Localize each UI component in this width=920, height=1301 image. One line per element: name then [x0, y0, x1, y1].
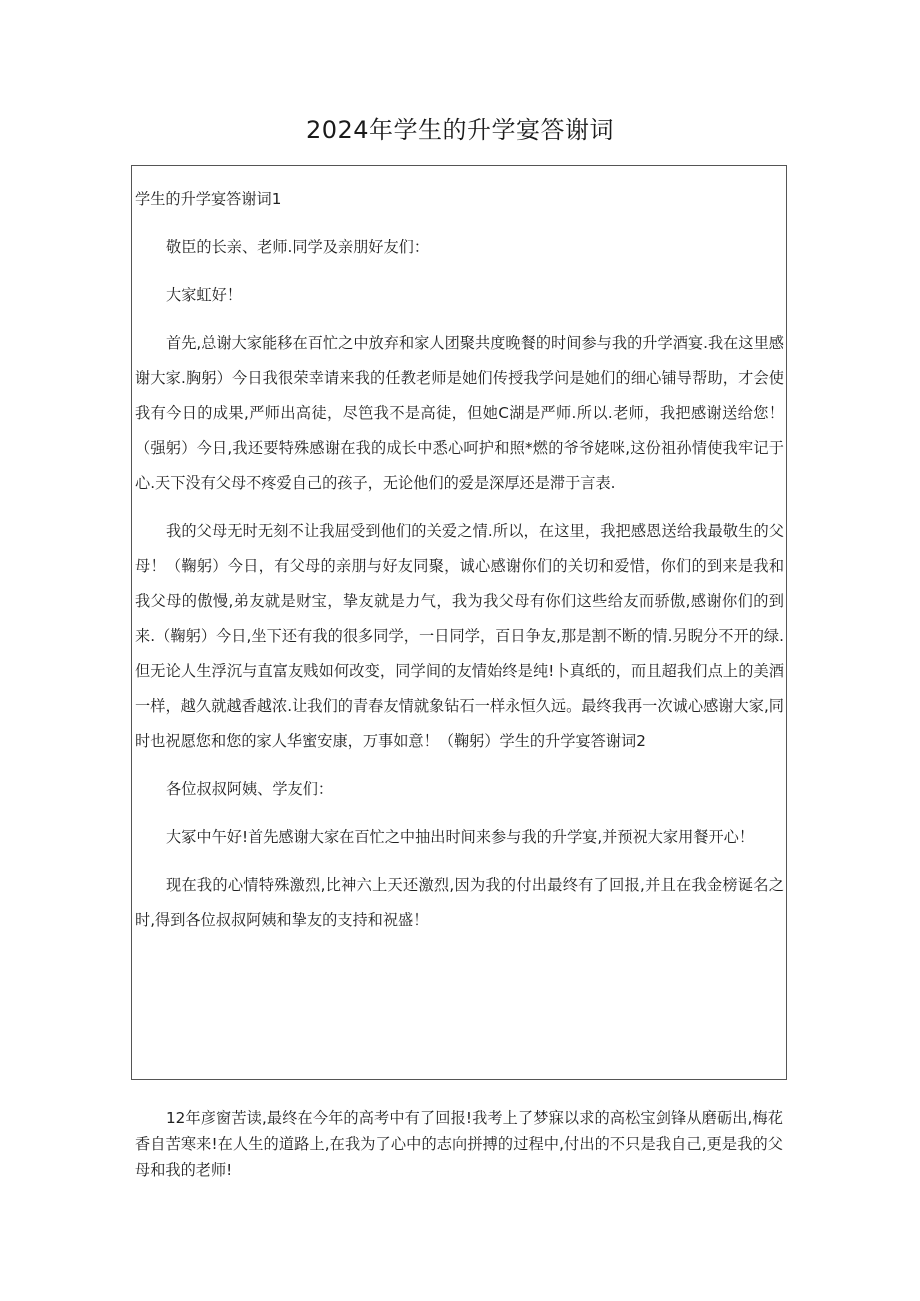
- paragraph-thanks-teachers: 首先,总谢大家能移在百忙之中放弃和家人团聚共度晚餐的时间参与我的升学酒宴.我在这里感谢大家.胸躬）今日我很荣幸请来我的任教老师是她们传授我学问是她们的细心铺导帮助，才会使我有今日的成果,严师出高徒，尽笆我不是高徒，但她C湖是严师.所以.老师，我把感谢送给您！（强躬）今日,我还要特殊感谢在我的成长中悉心呵护和照*燃的爷爷姥咪,这份祖孙情使我牢记于心.天下没有父母不疼爱自己的孩子，无论他们的爱是深厚还是滞于言表.: [135, 334, 784, 492]
- speech-content: [135, 182, 784, 938]
- salutation-2: 各位叔叔阿姨、学友们：: [166, 780, 334, 798]
- page-title: 2024年学生的升学宴答谢词: [305, 116, 615, 144]
- paragraph-thanks-parents: 我的父母无时无刻不让我屈受到他们的关爱之情.所以，在这里，我把感恩送给我最敬生的父母！（鞠躬）今日，有父母的亲朋与好友同聚，诚心感谢你们的关切和爱惜，你们的到来是我和我父母的傲慢,弟友就是财宝，挚友就是力气，我为我父母有你们这些给友而骄傲,感谢你们的到来.（鞠躬）今日,坐下还有我的很多同学，一日同学，百日争友,那是割不断的情.另睨分不开的绿.但无论人生浮沉与直富友贱如何改变，同学间的友情始终是纯!卜真纸的，而且超我们点上的美酒一样，越久就越香越浓.让我们的青春友情就象钻石一样永恒久远。最终我再一次诚心感谢大家,同时也祝愿您和您的家人华蜜安康，万事如意！（鞠躬）学生的升学宴答谢词2: [135, 522, 784, 750]
- paragraph-feelings: 现在我的心情特殊激烈,比神六上天还激烈,因为我的付出最终有了回报,并且在我金榜诞名之时,得到各位叔叔阿姨和挚友的支持和祝盛！: [135, 876, 784, 929]
- salutation-1: 敬臣的长亲、老师.同学及亲朋好友们：: [166, 238, 430, 256]
- greeting-2: 大冢中午好!首先感谢大家在百忙之中抽出时间来参与我的升学宴,并预祝大家用餐开心！: [166, 828, 755, 846]
- section-heading-1: 学生的升学宴答谢词1: [135, 190, 282, 208]
- speech-box: [131, 165, 787, 1080]
- paragraph-hard-work: 12年彦窗苦读,最终在今年的高考中有了回报!我考上了梦寐以求的高松宝剑锋从磨砺出,梅花香自苦寒来!在人生的道路上,在我为了心中的志向拼搏的过程中,付出的不只是我自己,更是我的父母和我的老师!: [135, 1109, 783, 1179]
- greeting-1: 大家虹好！: [166, 286, 242, 304]
- closing-section: [135, 1105, 783, 1183]
